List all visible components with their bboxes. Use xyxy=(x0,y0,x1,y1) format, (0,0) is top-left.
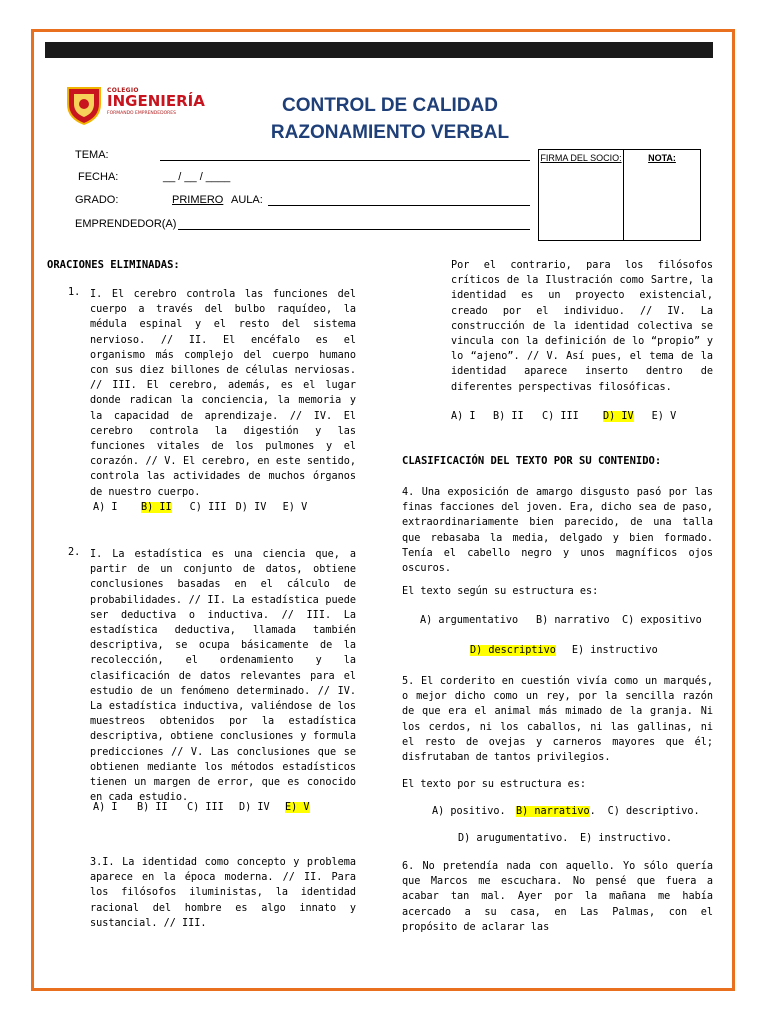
q1-option-b[interactable]: B) II xyxy=(141,502,172,513)
q4-option-b[interactable]: B) narrativo xyxy=(536,615,610,626)
q1-option-e[interactable]: E) V xyxy=(282,502,308,513)
emprendedor-field[interactable] xyxy=(178,229,530,230)
q1-number: 1. xyxy=(68,287,81,298)
q3-text: 3.I. La identidad como concepto y problema aparece en la época moderna. // II. Para los filósofos iluministas, la identidad racional del hombre es algo innato y sustancial. // III. xyxy=(90,857,356,929)
q3-option-a[interactable]: A) I xyxy=(451,411,476,422)
section-heading-oraciones: ORACIONES ELIMINADAS: xyxy=(47,259,180,271)
firma-box[interactable] xyxy=(538,149,624,241)
q5-option-a[interactable]: A) positivo. xyxy=(432,806,506,817)
q3-option-d[interactable]: D) IV xyxy=(603,411,634,422)
q4-text: 4. Una exposición de amargo disgusto pasó por las finas facciones del joven. Era, dicho sea de paso, extraordinariamente bien parecido, de una talla que rebasaba la media, delgado y bien formado. Tenía el cabello negro y unos magníficos ojos oscuros. xyxy=(402,487,713,575)
school-shield-icon xyxy=(64,84,104,126)
q1-text: I. El cerebro controla las funciones del cuerpo a través del bulbo raquídeo, la médula espinal y el resto del sistema nervioso. // II. El encéfalo es el organismo más complejo del cuerpo humano con sus diez billones de células nerviosas. // III. El cerebro, además, es el lugar donde radican la conciencia, la memoria y la capacidad de aprendizaje. // IV. El cerebro controla la digestión y las funciones vitales de los pulmones y el corazón. // V. El cerebro, en este sentido, controla las actividades de muchos órganos de nuestro cuerpo. xyxy=(90,289,356,498)
q5-options-row2 xyxy=(458,833,672,844)
fecha-label: FECHA: xyxy=(78,171,119,183)
q2-option-e[interactable]: E) V xyxy=(285,802,310,813)
page-title-line1: CONTROL DE CALIDAD xyxy=(281,95,499,116)
q4-prompt: El texto según su estructura es: xyxy=(402,586,599,597)
q4-options-row2 xyxy=(470,645,658,656)
q1-option-a[interactable]: A) I xyxy=(93,502,118,513)
nota-box[interactable] xyxy=(623,149,701,241)
q3-option-c[interactable]: C) III xyxy=(542,411,579,422)
q4-option-a[interactable]: A) argumentativo xyxy=(420,615,519,626)
q6-text: 6. No pretendía nada con aquello. Yo sólo quería que Marcos me escuchara. No pensé que fuera a acabar tan mal. Ayer por la mañana me había acercado a su casa, en Las Palmas, con el propósito de aclarar las xyxy=(402,861,713,933)
q2-option-b[interactable]: B) II xyxy=(137,802,168,813)
firma-label: FIRMA DEL SOCIO: xyxy=(540,153,622,163)
q5-text: 5. El corderito en cuestión vivía como un marqués, o mejor dicho como un rey, por la sencilla razón de que era el animal más mimado de la granja. Ni los cerdos, ni los caballos, ni las gallinas, ni el resto de ovejas y carneros mayores que él; disfrutaban de tantos privilegios. xyxy=(402,676,713,764)
q2-option-c[interactable]: C) III xyxy=(187,802,224,813)
q5-options-row1: A) positivo. B) narrativo. C) descriptivo. xyxy=(432,806,700,817)
q5-option-d[interactable]: D) arugumentativo. xyxy=(458,833,569,844)
emprendedor-label: EMPRENDEDOR(A) xyxy=(75,218,177,230)
q5-option-c[interactable]: C) descriptivo. xyxy=(607,806,700,817)
q1-option-d[interactable]: D) IV xyxy=(235,502,267,513)
tema-field[interactable] xyxy=(160,160,530,161)
aula-label: AULA: xyxy=(231,194,263,206)
q2-option-a[interactable]: A) I xyxy=(93,802,118,813)
page-title-line2: RAZONAMIENTO VERBAL xyxy=(270,122,510,143)
header-bar xyxy=(45,42,713,58)
q5-option-e[interactable]: E) instructivo. xyxy=(580,833,673,844)
fecha-field[interactable]: __ / __ / ____ xyxy=(163,171,231,183)
q4-options-row1 xyxy=(420,615,702,626)
logo-college-label: COLEGIO xyxy=(107,87,139,94)
q3-options xyxy=(451,411,676,422)
q3-option-b[interactable]: B) II xyxy=(493,411,524,422)
q2-option-d[interactable]: D) IV xyxy=(239,802,270,813)
logo-tagline: FORMANDO EMPRENDEDORES xyxy=(107,111,176,116)
q4-option-e[interactable]: E) instructivo xyxy=(571,645,658,656)
aula-field[interactable] xyxy=(268,205,530,206)
q2-options xyxy=(93,802,310,813)
q3-option-e[interactable]: E) V xyxy=(651,411,677,422)
q5-option-b[interactable]: B) narrativo xyxy=(516,806,590,817)
section-heading-clasificacion: CLASIFICACIÓN DEL TEXTO POR SU CONTENIDO: xyxy=(402,455,662,467)
q1-option-c[interactable]: C) III xyxy=(189,502,227,513)
q3-continued-text: Por el contrario, para los filósofos críticos de la Ilustración como Sartre, la identidad es un proyecto existencial, creado por el individuo. // IV. La construcción de la identidad colectiva se vincula con la definición de lo “propio” y lo “ajeno”. // V. Así pues, el tema de la identidad aparece inserto dentro de diferentes perspectivas filosóficas. xyxy=(451,260,713,393)
tema-label: TEMA: xyxy=(75,149,109,161)
q2-text: I. La estadística es una ciencia que, a partir de un conjunto de datos, obtiene conclusiones basadas en el cálculo de probabilidades. // II. La estadística puede ser deductiva o inductiva. // III. La estadística deductiva, llamada también descriptiva, se ocupa básicamente de la recolección, el ordenamiento y la clasificación de datos relevantes para el estudio de un fenómeno determinado. // IV. La estadística inductiva, valiéndose de los muestreos obtenidos por la estadística descriptiva, obtiene conclusiones y formula predicciones // V. Las conclusiones que se obtienen mediante los métodos estadísticos tienen un margen de error, que es conocido en cada estudio. xyxy=(90,549,356,804)
q2-number: 2. xyxy=(68,547,81,558)
q4-option-d[interactable]: D) descriptivo xyxy=(470,645,556,656)
q4-option-c[interactable]: C) expositivo xyxy=(622,615,702,626)
grado-label: GRADO: xyxy=(75,194,119,206)
logo-school-name: INGENIERÍA xyxy=(107,92,205,110)
grado-value[interactable]: PRIMERO xyxy=(172,194,224,206)
q5-prompt: El texto por su estructura es: xyxy=(402,779,587,790)
q1-options xyxy=(93,502,307,513)
nota-label: NOTA: xyxy=(648,153,676,163)
